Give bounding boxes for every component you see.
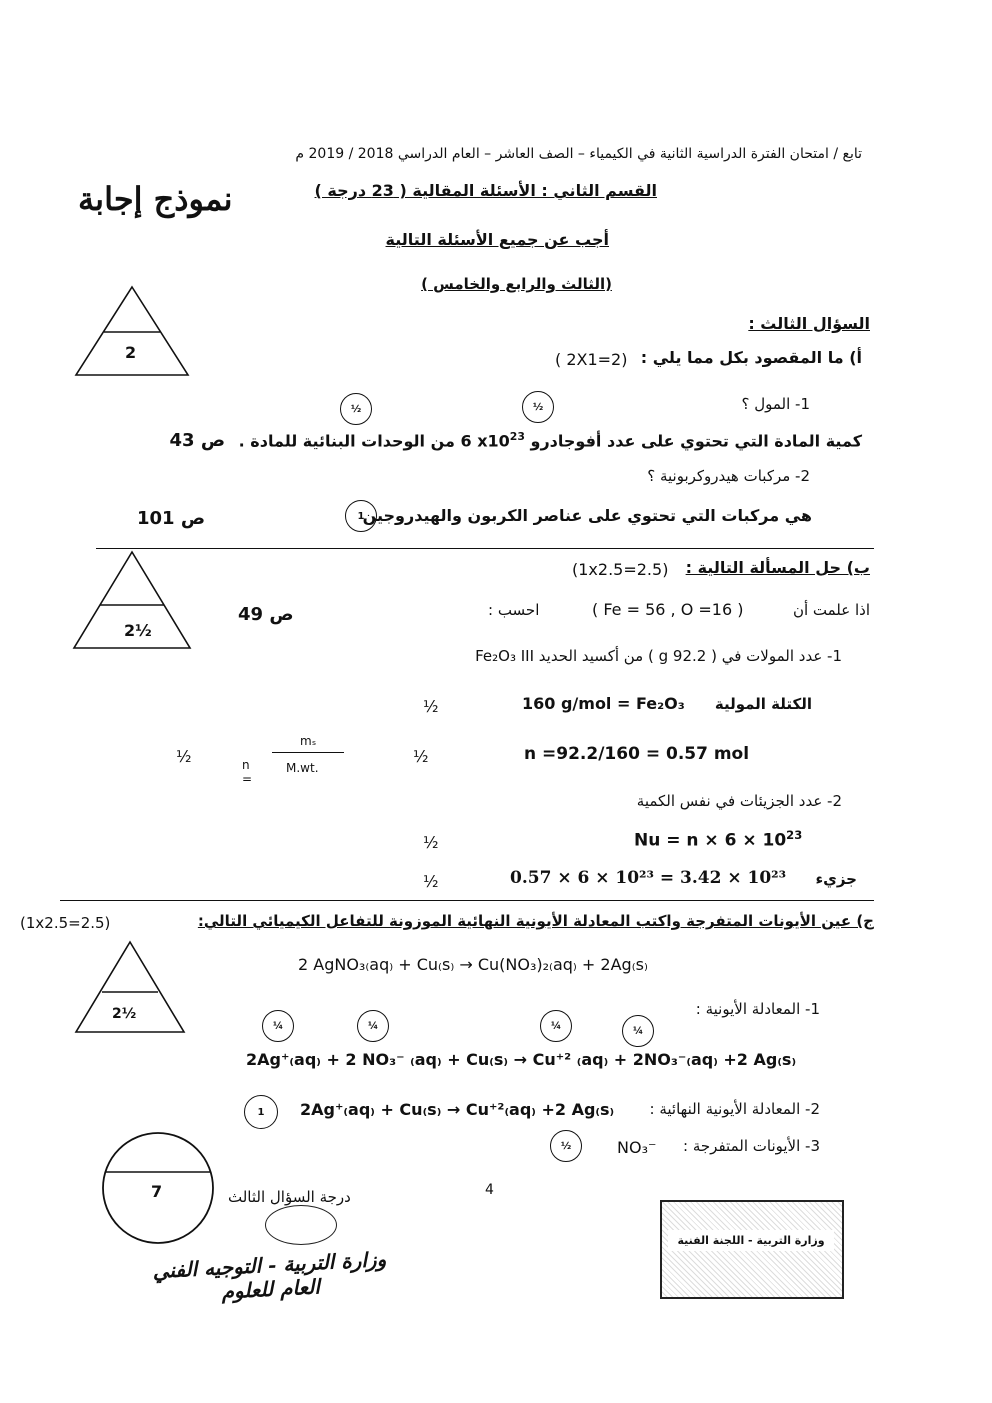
mark-triangle-2-value: 2½ <box>124 621 152 640</box>
moles-calculation: n =92.2/160 = 0.57 mol <box>524 744 750 764</box>
part-c-item3: 3- الأيونات المتفرجة : <box>683 1137 820 1155</box>
instruction-sub: (الثالث والرابع والخامس ) <box>421 275 612 293</box>
score-circle-half-2: ½ <box>522 391 554 423</box>
stamp-right <box>660 1200 844 1299</box>
total-mark-value: 7 <box>151 1182 163 1201</box>
half-mark-formula: ½ <box>176 747 192 766</box>
stamp-right-text: وزارة التربية - اللجنة الفنية <box>668 1230 834 1251</box>
mark-triangle-1-value: 2 <box>125 343 137 362</box>
part-c-score: (1x2.5=2.5) <box>20 914 111 932</box>
score-circle-half-1: ½ <box>340 393 372 425</box>
part-b-calc-label: احسب : <box>488 601 540 619</box>
part-a-item2-answer: هي مركبات التي تحتوي على عناصر الكربون والهيدروجين <box>362 506 812 525</box>
stamp-left-emblem <box>265 1205 337 1245</box>
question-3-title: السؤال الثالث : <box>748 314 870 333</box>
molecules-result: 0.57 × 6 × 10²³ = 3.42 × 10²³ <box>510 868 787 888</box>
part-a-item1-answer <box>142 430 862 451</box>
part-b-given-values: ( Fe = 56 , O =16 ) <box>592 600 744 619</box>
grade-label: درجة السؤال الثالث <box>228 1188 351 1206</box>
part-b-q2: 2- عدد الجزيئات في نفس الكمية <box>636 792 842 810</box>
molecules-unit: جزيء <box>815 870 857 888</box>
score-circle-quarter-3: ¼ <box>540 1010 572 1042</box>
part-a-score: ( 2X1=2) <box>555 350 628 369</box>
part-b-q1: 1- عدد المولات في ( 92.2 g ) من أكسيد الحديد III Fe₂O₃ <box>475 647 842 665</box>
instruction: أجب عن جميع الأسئلة التالية <box>385 230 609 249</box>
exam-header: تابع / امتحان الفترة الدراسية الثانية في الكيمياء – الصف العاشر – العام الدراسي 2018 / 2019 م <box>295 146 862 162</box>
section-title: القسم الثاني : الأسئلة المقالية ( 23 درجة ) <box>314 181 657 200</box>
half-mark-3: ½ <box>423 833 439 852</box>
part-a-item2-question: 2- مركبات هيدروكربونية ؟ <box>647 467 810 485</box>
part-a-item1-question: 1- المول ؟ <box>741 395 810 413</box>
score-circle-one-a: 1 <box>345 500 377 532</box>
half-mark-1: ½ <box>423 697 439 716</box>
divider-1 <box>96 548 874 549</box>
part-b-title: ب) حل المسألة التالية : <box>685 558 870 577</box>
part-b-score: (1x2.5=2.5) <box>572 560 669 579</box>
net-ionic-equation: 2Ag⁺₍aq₎ + Cu₍s₎ → Cu⁺²₍aq₎ +2 Ag₍s₎ <box>300 1100 615 1119</box>
part-a-title: أ) ما المقصود بكل مما يلي : <box>640 348 862 367</box>
part-b-given: اذا علمت أن <box>792 601 870 619</box>
mark-triangle-1 <box>74 285 190 377</box>
molar-mass-equation: 160 g/mol = Fe₂O₃ <box>522 694 685 713</box>
divider-2 <box>60 900 874 901</box>
item1-answer-tail: من الوحدات البنائية للمادة . <box>238 431 455 451</box>
half-mark-2: ½ <box>413 747 429 766</box>
ionic-equation: 2Ag⁺₍aq₎ + 2 NO₃⁻ ₍aq₎ + Cu₍s₎ → Cu⁺² ₍aq₎ + 2NO₃⁻₍aq₎ +2 Ag₍s₎ <box>246 1050 797 1069</box>
half-mark-4: ½ <box>423 872 439 891</box>
item1-answer-text: كمية المادة التي تحتوي على عدد أفوجادرو <box>530 431 862 451</box>
score-circle-quarter-4: ¼ <box>622 1015 654 1047</box>
reaction-equation: 2 AgNO₃₍aq₎ + Cu₍s₎ → Cu(NO₃)₂₍aq₎ + 2Ag₍s₎ <box>298 955 648 974</box>
part-b-page-ref: ص 49 <box>238 604 294 625</box>
item1-page-ref: ص 43 <box>169 430 226 452</box>
avogadro-number: 6 $x10^{23}$ <box>460 430 525 451</box>
score-circle-one-c: 1 <box>244 1095 278 1129</box>
stamp-left-text: وزارة التربية - التوجيه الفني العام للعلوم <box>151 1246 387 1304</box>
part-c-item1: 1- المعادلة الأيونية : <box>695 1000 820 1018</box>
part-c-item2: 2- المعادلة الأيونية النهائية : <box>649 1100 820 1118</box>
part-a-item2-page-ref: ص 101 <box>137 508 206 529</box>
score-circle-quarter-2: ¼ <box>357 1010 389 1042</box>
stamp-left <box>150 1205 390 1304</box>
molecules-equation: $Nu = n \times 6 \times 10^{23}$ <box>634 828 803 851</box>
spectator-ions: NO₃⁻ <box>617 1138 657 1157</box>
iron-oxide-formula: Fe₂O₃ <box>475 647 516 665</box>
answer-model-title: نموذج إجابة <box>78 180 233 218</box>
score-circle-half-c: ½ <box>550 1130 582 1162</box>
mark-triangle-3-value: 2½ <box>112 1006 137 1022</box>
page-number: 4 <box>485 1182 494 1198</box>
part-c-title: ج) عين الأيونات المتفرجة واكتب المعادلة الأيونية النهائية الموزونة للتفاعل الكيميائي التالي: <box>197 912 874 930</box>
molar-mass-label: الكتلة المولية <box>714 695 812 713</box>
score-circle-quarter-1: ¼ <box>262 1010 294 1042</box>
